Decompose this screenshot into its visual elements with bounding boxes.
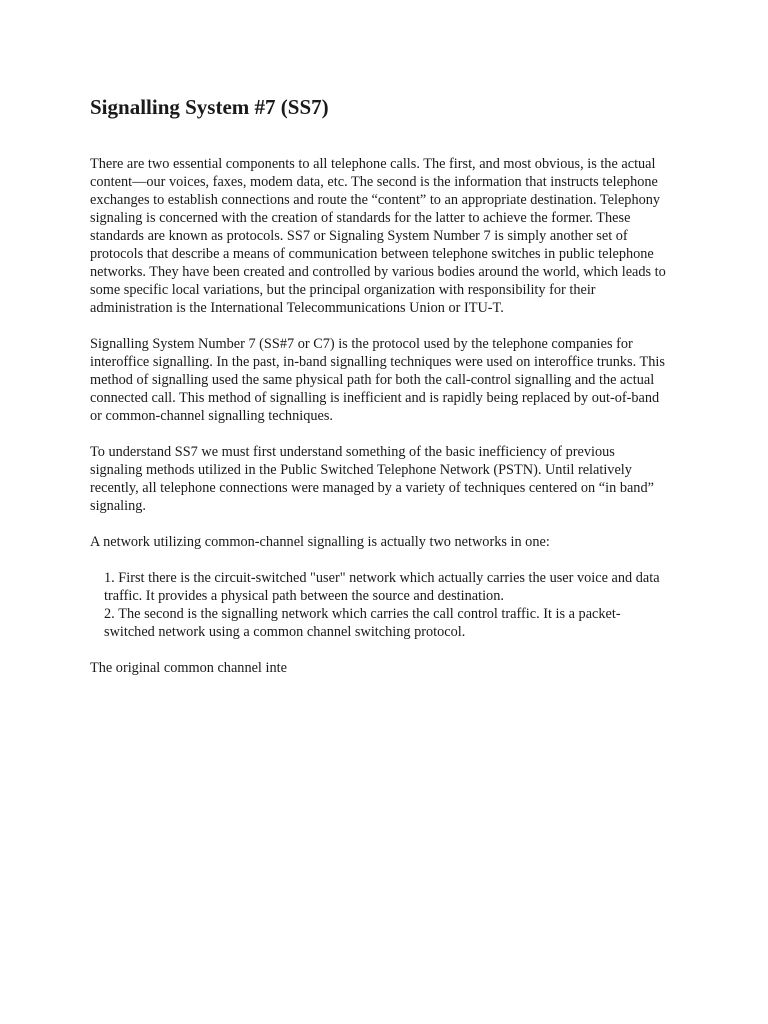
document-body <box>90 155 670 677</box>
network-list <box>90 569 670 641</box>
paragraph-truncated: The original common channel inte <box>90 660 287 676</box>
paragraph-inefficiency: To understand SS7 we must first understand something of the basic inefficiency of previous signaling methods utilized in the Public Switched Telephone Network (PSTN). Until relatively recently, all telephone connections were managed by a variety of techniques centered on “in band” signaling. <box>90 444 654 514</box>
paragraph-two-networks: A network utilizing common-channel signalling is actually two networks in one: <box>90 534 550 550</box>
list-item: 2. The second is the signalling network which carries the call control traffic. It is a packet-switched network using a common channel switching protocol. <box>102 605 670 641</box>
document-title: Signalling System #7 (SS7) <box>90 95 329 119</box>
paragraph-ss7-definition: Signalling System Number 7 (SS#7 or C7) is the protocol used by the telephone companies for interoffice signalling. In the past, in-band signalling techniques were used on interoffice trunks. This method of signalling used the same physical path for both the call-control signalling and the actual connected call. This method of signalling is inefficient and is rapidly being replaced by out-of-band or common-channel signalling techniques. <box>90 336 665 424</box>
list-item: 1. First there is the circuit-switched "user" network which actually carries the user voice and data traffic. It provides a physical path between the source and destination. <box>102 569 670 605</box>
paragraph-intro: There are two essential components to all telephone calls. The first, and most obvious, is the actual content—our voices, faxes, modem data, etc. The second is the information that instructs telephone exchanges to establish connections and route the “content” to an appropriate destination. Telephony signaling is concerned with the creation of standards for the latter to achieve the former. These standards are known as protocols. SS7 or Signaling System Number 7 is simply another set of protocols that describe a means of communication between telephone switches in public telephone networks. They have been created and controlled by various bodies around the world, which leads to some specific local variations, but the principal organization with responsibility for their administration is the International Telecommunications Union or ITU-T. <box>90 156 666 316</box>
